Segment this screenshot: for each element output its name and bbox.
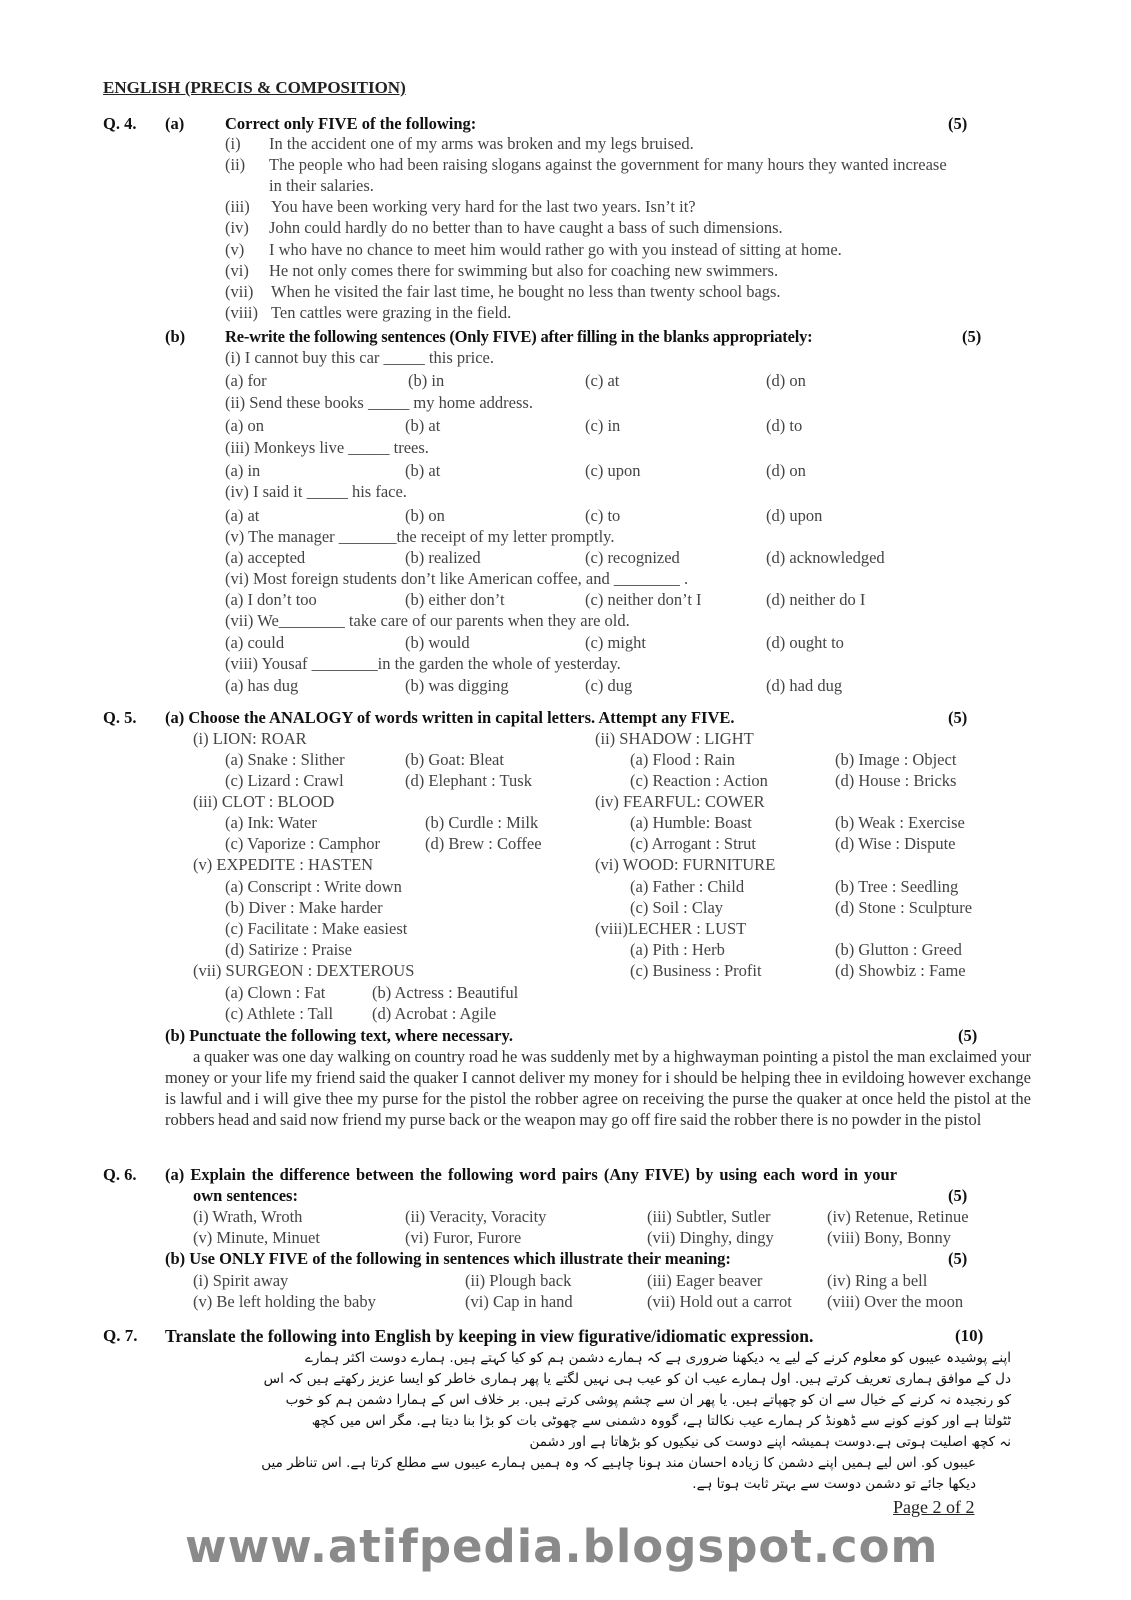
option: (a) in: [225, 461, 261, 480]
analogy-word: (iv) FEARFUL: COWER: [595, 792, 765, 811]
q4-b-label: (b): [165, 327, 186, 346]
q6-b-marks: (5): [948, 1249, 968, 1268]
option: (c) Lizard : Crawl: [225, 771, 344, 790]
option: (d) Acrobat : Agile: [372, 1004, 497, 1023]
item-number: (iv): [225, 218, 249, 237]
option: (d) House : Bricks: [835, 771, 957, 790]
option: (c) recognized: [585, 548, 680, 567]
option: (b) Diver : Make harder: [225, 898, 383, 917]
option: (c) in: [585, 416, 621, 435]
q7-marks: (10): [955, 1326, 984, 1345]
word-pair: (ii) Veracity, Voracity: [405, 1207, 547, 1226]
option: (c) Arrogant : Strut: [630, 834, 757, 853]
option: (a) for: [225, 371, 267, 390]
q5-number: Q. 5.: [103, 708, 137, 727]
q4-a-marks: (5): [948, 114, 968, 133]
idiom: (v) Be left holding the baby: [193, 1292, 376, 1311]
option: (d) on: [766, 461, 806, 480]
option: (c) might: [585, 633, 646, 652]
analogy-word: (vi) WOOD: FURNITURE: [595, 855, 776, 874]
q4-number: Q. 4.: [103, 114, 137, 133]
page-title: ENGLISH (PRECIS & COMPOSITION): [103, 78, 406, 97]
option: (b) Glutton : Greed: [835, 940, 962, 959]
item-number: (i): [225, 134, 241, 153]
option: (b) realized: [405, 548, 481, 567]
q6-b-title: (b) Use ONLY FIVE of the following in sentences which illustrate their meaning:: [165, 1249, 731, 1268]
idiom: (iv) Ring a bell: [827, 1271, 928, 1290]
item-text: in their salaries.: [269, 176, 374, 195]
word-pair: (viii) Bony, Bonny: [827, 1228, 952, 1247]
option: (d) Brew : Coffee: [425, 834, 542, 853]
item-text: The people who had been raising slogans against the government for many hours they wanted increase: [269, 155, 947, 174]
item-number: (vii): [225, 282, 254, 301]
option: (d) had dug: [766, 676, 843, 695]
q5-a-title: (a) Choose the ANALOGY of words written in capital letters. Attempt any FIVE.: [165, 708, 735, 727]
idiom: (iii) Eager beaver: [647, 1271, 763, 1290]
option: (a) has dug: [225, 676, 299, 695]
idiom: (vi) Cap in hand: [465, 1292, 573, 1311]
blank-question: (vi) Most foreign students don’t like American coffee, and ________ .: [225, 569, 689, 588]
q4-b-marks: (5): [962, 327, 982, 346]
option: (a) accepted: [225, 548, 306, 567]
analogy-word: (vii) SURGEON : DEXTEROUS: [193, 961, 415, 980]
analogy-word: (v) EXPEDITE : HASTEN: [193, 855, 374, 874]
option: (a) Snake : Slither: [225, 750, 345, 769]
blank-question: (v) The manager _______the receipt of my letter promptly.: [225, 527, 615, 546]
option: (a) Pith : Herb: [630, 940, 725, 959]
analogy-word: (iii) CLOT : BLOOD: [193, 792, 335, 811]
option: (b) Image : Object: [835, 750, 957, 769]
option: (d) upon: [766, 506, 823, 525]
option: (d) Wise : Dispute: [835, 834, 956, 853]
option: (c) Athlete : Tall: [225, 1004, 334, 1023]
punctuation-passage: a quaker was one day walking on country road he was suddenly met by a highwayman pointing a pistol the man exclaimed your money or your life my friend said the quaker I cannot deliver my money for i should be helping thee in evildoing however exchange is lawful and i will give thee my purse for the pistol the robber agree on receiving the purse the quaker at once held the pistol at the robbers head and said now friend my purse back or the weapon may go off fire said the robber there is no powder in the pistol: [165, 1047, 1031, 1129]
option: (b) Actress : Beautiful: [372, 983, 519, 1002]
idiom: (vii) Hold out a carrot: [647, 1292, 792, 1311]
urdu-line: اپنے پوشیدہ عیبوں کو معلوم کرنے کے لیے یہ دیکھنا ضروری ہے کہ ہمارے دشمن ہم کو کیا کہتے ہیں. ہمارے دوست اکثر ہمارے: [304, 1350, 1011, 1366]
word-pair: (vi) Furor, Furore: [405, 1228, 522, 1247]
q7-number: Q. 7.: [103, 1326, 138, 1345]
option: (d) Stone : Sculpture: [835, 898, 973, 917]
option: (a) Clown : Fat: [225, 983, 326, 1002]
option: (d) neither do I: [766, 590, 866, 609]
item-text: John could hardly do no better than to have caught a bass of such dimensions.: [269, 218, 783, 237]
option: (b) either don’t: [405, 590, 505, 609]
option: (b) on: [405, 506, 445, 525]
option: (c) Reaction : Action: [630, 771, 768, 790]
item-number: (vi): [225, 261, 249, 280]
blank-question: (i) I cannot buy this car _____ this price.: [225, 348, 494, 367]
option: (b) Tree : Seedling: [835, 877, 959, 896]
urdu-line: کو رنجیدہ نہ کرنے کے خیال سے ان کو چھپاتے ہیں. یا پھر ان سے چشم پوشی کرتے ہیں. بر خلاف اس کے ہمارا دشمن ہم کو خوب: [285, 1392, 1011, 1408]
watermark: www.atifpedia.blogspot.com: [185, 1520, 939, 1573]
option: (a) I don’t too: [225, 590, 317, 609]
option: (a) Flood : Rain: [630, 750, 735, 769]
option: (c) Business : Profit: [630, 961, 762, 980]
q5-b-title: (b) Punctuate the following text, where necessary.: [165, 1026, 513, 1045]
q6-a-title: (a) Explain the difference between the following word pairs (Any FIVE) by using each word in your: [165, 1165, 898, 1184]
word-pair: (iii) Subtler, Sutler: [647, 1207, 771, 1226]
option: (d) Showbiz : Fame: [835, 961, 966, 980]
q4-a-label: (a): [165, 114, 185, 133]
option: (a) Conscript : Write down: [225, 877, 402, 896]
item-text: In the accident one of my arms was broken and my legs bruised.: [269, 134, 694, 153]
option: (d) ought to: [766, 633, 844, 652]
option: (a) on: [225, 416, 264, 435]
item-number: (viii): [225, 303, 258, 322]
option: (b) at: [405, 416, 441, 435]
option: (c) Facilitate : Make easiest: [225, 919, 408, 938]
option: (a) Humble: Boast: [630, 813, 752, 832]
word-pair: (vii) Dinghy, dingy: [647, 1228, 774, 1247]
option: (b) Goat: Bleat: [405, 750, 504, 769]
blank-question: (vii) We________ take care of our parents when they are old.: [225, 611, 630, 630]
option: (b) was digging: [405, 676, 509, 695]
item-text: Ten cattles were grazing in the field.: [271, 303, 512, 322]
option: (d) to: [766, 416, 803, 435]
word-pair: (iv) Retenue, Retinue: [827, 1207, 969, 1226]
option: (d) acknowledged: [766, 548, 885, 567]
q6-a-title-cont: own sentences:: [193, 1186, 298, 1205]
option: (c) Soil : Clay: [630, 898, 724, 917]
word-pair: (v) Minute, Minuet: [193, 1228, 320, 1247]
option: (d) on: [766, 371, 806, 390]
page-number: Page 2 of 2: [893, 1497, 975, 1517]
option: (a) could: [225, 633, 285, 652]
option: (a) Father : Child: [630, 877, 745, 896]
item-number: (v): [225, 240, 245, 259]
q4-a-title: Correct only FIVE of the following:: [225, 114, 477, 133]
q6-number: Q. 6.: [103, 1165, 137, 1184]
urdu-line: دل کے موافق ہماری تعریف کرتے ہیں. اول ہمارے عیب ان کو عیب ہی نہیں لگتے یا پھر ہماری خاطر کو ایسا عزیز رکھتے ہیں کہ اس: [263, 1371, 1011, 1387]
q5-b-marks: (5): [958, 1026, 978, 1045]
item-text: I who have no chance to meet him would rather go with you instead of sitting at home.: [269, 240, 842, 259]
urdu-line: عیبوں کو. اس لیے ہمیں اپنے دشمن کا زیادہ احسان مند ہونا چاہیے کہ وہ ہمیں ہمارے عیبوں سے مطلع کرتا ہے. اس تناظر میں: [261, 1455, 976, 1471]
blank-question: (viii) Yousaf ________in the garden the whole of yesterday.: [225, 654, 621, 673]
blank-question: (iv) I said it _____ his face.: [225, 482, 407, 501]
idiom: (i) Spirit away: [193, 1271, 289, 1290]
option: (c) neither don’t I: [585, 590, 702, 609]
option: (b) at: [405, 461, 441, 480]
option: (b) would: [405, 633, 470, 652]
option: (c) dug: [585, 676, 633, 695]
option: (b) Weak : Exercise: [835, 813, 965, 832]
q6-a-marks: (5): [948, 1186, 968, 1205]
option: (b) in: [408, 371, 445, 390]
analogy-word: (i) LION: ROAR: [193, 729, 307, 748]
urdu-line: نہ کچھ اصلیت ہوتی ہے.دوست ہمیشہ اپنے دوست کی نیکیوں کو بڑھاتا ہے اور دشمن: [529, 1434, 1011, 1450]
item-number: (ii): [225, 155, 246, 174]
urdu-line: ٹٹولتا ہے اور کونے کونے سے ڈھونڈ کر ہمارے عیب نکالتا ہے، گووہ دشمنی سے چھوٹی بات کو بڑا بنا دیتا ہے. مگر اس میں کچھ: [311, 1413, 1011, 1429]
blank-question: (ii) Send these books _____ my home address.: [225, 393, 533, 412]
option: (c) at: [585, 371, 620, 390]
option: (c) upon: [585, 461, 641, 480]
option: (b) Curdle : Milk: [425, 813, 539, 832]
option: (c) Vaporize : Camphor: [225, 834, 381, 853]
q5-a-marks: (5): [948, 708, 968, 727]
idiom: (viii) Over the moon: [827, 1292, 964, 1311]
analogy-word: (ii) SHADOW : LIGHT: [595, 729, 754, 748]
item-text: You have been working very hard for the last two years. Isn’t it?: [271, 197, 696, 216]
item-text: When he visited the fair last time, he bought no less than twenty school bags.: [271, 282, 781, 301]
option: (d) Elephant : Tusk: [405, 771, 532, 790]
idiom: (ii) Plough back: [465, 1271, 572, 1290]
word-pair: (i) Wrath, Wroth: [193, 1207, 303, 1226]
option: (c) to: [585, 506, 621, 525]
option: (d) Satirize : Praise: [225, 940, 352, 959]
blank-question: (iii) Monkeys live _____ trees.: [225, 438, 429, 457]
option: (a) at: [225, 506, 260, 525]
urdu-line: دیکھا جائے تو دشمن دوست سے بہتر ثابت ہوتا ہے.: [692, 1476, 976, 1492]
item-text: He not only comes there for swimming but also for coaching new swimmers.: [269, 261, 779, 280]
option: (a) Ink: Water: [225, 813, 317, 832]
analogy-word: (viii)LECHER : LUST: [595, 919, 747, 938]
q7-title: Translate the following into English by keeping in view figurative/idiomatic expression.: [165, 1326, 814, 1346]
item-number: (iii): [225, 197, 250, 216]
q4-b-title: Re-write the following sentences (Only FIVE) after filling in the blanks appropriately:: [225, 327, 813, 346]
